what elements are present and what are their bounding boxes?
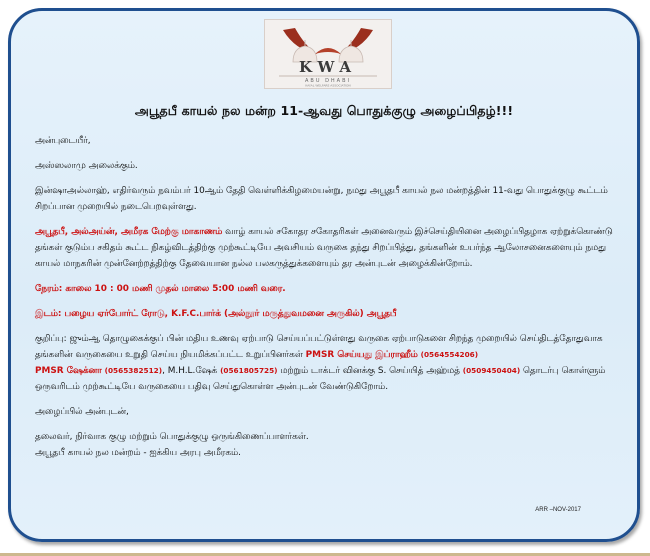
announcement-paragraph: இன்ஷாஅல்லாஹ், எதிர்வரும் நவம்பர் 10ஆம் தேதி வெள்ளிக்கிழமையன்று, நமது அபூதபீ காயல் நல மன்றத்தின் 11-வது பொதுக்குழு கூட்டம் சிறப்பான முறையில் நடைபெறவுள்ளது. — [35, 186, 608, 212]
note-text-2: , M.H.L.ஷேக் — [162, 366, 221, 376]
closing-line: அழைப்பில் அன்புடன், — [35, 407, 129, 417]
invitation-body — [35, 133, 617, 461]
contact-name-2: PMSR ஷேக்னா — [35, 366, 102, 376]
contact-phone-1: (0564554206) — [420, 350, 479, 359]
note-text-1: குறிப்பு: ஜும்ஆ தொழுகைக்குப் பின் மதிய உணவு ஏற்பாடு செய்யப்பட்டுள்ளது வருகை ஏற்பாடுகளை சிறந்த முறையில் செய்திடத்தோதுவாக தங்களின் வருகையை உறுதி செய்ய நியமிக்கப்பட்ட உறுப்பினர்கள் — [35, 334, 603, 360]
invite-text: வாழ் காயல் சகோதர சகோதரிகள் அனைவரும் இச்செய்தியினை அழைப்பிதழாக ஏற்றுக்கொண்டு தங்கள் குடும்ப சகிதம் கூட்ட நிகழ்விடத்திற்கு முற்கூட்டியே அவசியம் வருகை தந்து சிறப்பித்து, தங்களின் உயர்ந்த ஆலோசனைகளையும் நமது காயல் மாநகரின் முன்னேற்றத்திற்கு தேவையான நல்ல பலகருத்துக்களையும் தர அன்புடன் அழைக்கின்றோம். — [35, 227, 613, 269]
greeting: அன்புடையீர், — [35, 136, 91, 146]
note-text-3: மற்றும் டாக்டர் வினக்கு S. செய்யித் அஹ்மத் — [277, 366, 463, 376]
kwa-logo — [264, 19, 392, 89]
contact-phone-2: (0565382512) — [104, 366, 163, 375]
invite-paragraph — [35, 224, 617, 272]
salam-line: அஸ்ஸலாமு அலைக்கும். — [35, 161, 138, 171]
note-paragraph — [35, 331, 617, 395]
invitation-title: அபூதபீ காயல் நல மன்ற 11-ஆவது பொதுக்குழு அழைப்பிதழ்!!! — [134, 103, 514, 118]
organization-line: அபூதபீ காயல் நல மன்றம் - ஐக்கிய அரபு அமீரகம். — [35, 448, 241, 458]
reference-code: ARR –NOV-2017 — [535, 507, 581, 513]
logo-letters: KWA — [298, 58, 358, 76]
contact-name-1: PMSR செய்யது இப்ராஹீம் — [305, 350, 418, 360]
venue-line: இடம்: பழைய ஏர்போர்ட் ரோடு, K.F.C.பார்க் (அல்நூர் மருத்துவமனை அருகில்) அபூதபீ — [35, 309, 397, 319]
contact-phone-3: (0561805725) — [220, 366, 278, 375]
time-line: நேரம்: காலை 10 : 00 மணி முதல் மாலை 5:00 மணி வரை. — [35, 284, 286, 294]
logo-caption: ABU DHABI — [304, 78, 352, 84]
kwa-logo-emblem — [265, 20, 391, 88]
note-text-4: தொடர்பு கொள்ளும் ஒருவரிடம் முற்கூட்டியே வருகையை பதிவு செய்துகொள்ள அன்புடன் வேண்டுகிறோம். — [35, 366, 606, 392]
logo-tagline: KAYAL WELFARE ASSOCIATION — [305, 83, 351, 88]
signatory-line: தலைவர், நிர்வாக குழு மற்றும் பொதுக்குழு ஒருங்கிணைப்பாளர்கள். — [35, 432, 309, 442]
regions-highlight: அபூதபீ, அல்அய்ன், அமீரக மேற்கு மாகாணம் — [35, 227, 223, 237]
contact-phone-4: (0509450404) — [462, 366, 521, 375]
invitation-card — [8, 8, 640, 542]
